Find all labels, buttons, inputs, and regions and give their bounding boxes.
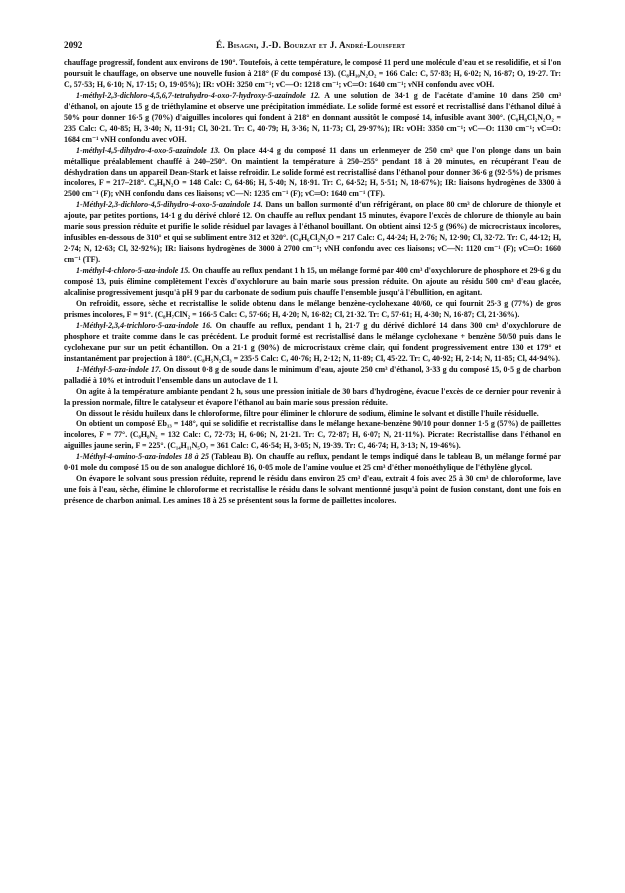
compound-heading: 1-Méthyl-2,3-dichloro-4,5-dihydro-4-oxo-5-azaindole 14. xyxy=(76,200,263,210)
paragraph: On évapore le solvant sous pression réduite, reprend le résidu dans environ 25 cm³ d'eau, extrait 4 fois avec 25 à 30 cm³ de chloroforme, lave une fois à l'eau, sèche, élimine le chloroforme et recristallise le résidu dans le solvant mentionné jusqu'à point de fusion constant, dont une fois en présence de charbon animal. Les amines 18 à 25 se présentent sous la forme de paillettes incolores. xyxy=(64,474,561,506)
paragraph: 1-méthyl-4,5-dihydro-4-oxo-5-azaindole 13. On place 44·4 g du composé 11 dans un erlenmeyer de 250 cm³ que l'on plonge dans un bain métallique préalablement chauffé à 240–250°. On maintient la température à 250–255° pendant 18 à 20 minutes, en récupérant l'eau de déshydration dans un appareil Dean-Stark et laisse refroidir. Le solide formé est recristallisé dans l'éthanol pour donner 36·6 g (92·5%) de prismes incolores, F = 217–218°. C₈H₈N₂O = 148 Calc: C, 64·86; H, 5·40; N, 18·91. Tr: C, 64·52; H, 5·51; N, 18·67%); IR: liaisons hydrogènes de 3300 à 2500 cm⁻¹ (F); νNH confondu dans ces liaisons; νC—N: 1235 cm⁻¹ (F); νC═O: 1640 cm⁻¹ (TF). xyxy=(64,145,561,199)
paragraph: On obtient un composé Eb₁₃ = 148°, qui se solidifie et recristallise dans le mélange hexane-benzène 90/10 pour donner 1·5 g (57%) de paillettes incolores, F = 77°. (C₈H₈N₂ = 132 Calc: C, 72·73; H, 6·06; N, 21·21. Tr: C, 72·87; H, 6·07; N, 21·11%). Picrate: Recristallise dans l'éthanol en aiguilles jaune serin, F = 225°. (C₁₄H₁₁N₅O₇ = 361 Calc: C, 46·54; H, 3·05; N, 19·39. Tr: C, 46·74; H, 3·13; N, 19·46%). xyxy=(64,419,561,451)
paragraph: On agite à la température ambiante pendant 2 h, sous une pression initiale de 30 bars d'hydrogène, évacue l'excès de ce dernier pour revenir à la pression normale, filtre le catalyseur et évapore l'éthanol au bain marie sous pression réduite. xyxy=(64,386,561,407)
compound-heading: 1-Méthyl-2,3,4-trichloro-5-aza-indole 16. xyxy=(76,320,213,330)
page-header xyxy=(64,40,561,50)
paragraph: 1-Méthyl-2,3,4-trichloro-5-aza-indole 16. On chauffe au reflux, pendant 1 h, 21·7 g du dérivé dichloré 14 dans 300 cm³ d'oxychlorure de phosphore et traite comme dans le cas précédent. Le produit formé est recristallisé dans le mélange cyclohexane + benzène 50/50 puis dans le cyclohexane pur sur un petit échantillon. On a 21·1 g (90%) de microcristaux crème clair, qui fondent progressivement entre 130 et 179° et instantanément par projection à 180°. (C₈H₅N₂Cl₃ = 235·5 Calc: C, 40·76; H, 2·12; N, 11·89; Cl, 45·22. Tr: C, 40·92; H, 2·14; N, 11·85; Cl, 44·94%). xyxy=(64,320,561,363)
running-title: É. Bisagni, J.-D. Bourzat et J. André-Louisfert xyxy=(216,40,406,50)
compound-heading: 1-méthyl-4,5-dihydro-4-oxo-5-azaindole 13. xyxy=(76,145,221,155)
compound-heading: 1-Méthyl-4-amino-5-aza-indoles 18 à 25 xyxy=(76,452,209,462)
paragraph: On dissout le résidu huileux dans le chloroforme, filtre pour éliminer le chlorure de sodium, élimine le solvant et distille l'huile résiduelle. xyxy=(76,408,539,418)
paragraph: 1-Méthyl-5-aza-indole 17. On dissout 0·8 g de soude dans le minimum d'eau, ajoute 250 cm³ d'éthanol, 3·33 g du composé 15, 0·5 g de charbon palladié à 10% et introduit l'ensemble dans un autoclave de 1 l. xyxy=(64,364,561,385)
compound-heading: 1-Méthyl-5-aza-indole 17. xyxy=(76,364,161,374)
compound-heading: 1-méthyl-2,3-dichloro-4,5,6,7-tetrahydro-4-oxo-7-hydroxy-5-azaindole 12. xyxy=(76,90,321,100)
page-number: 2092 xyxy=(64,40,83,50)
paragraph: 1-méthyl-2,3-dichloro-4,5,6,7-tetrahydro-4-oxo-7-hydroxy-5-azaindole 12. A une solution de 34·1 g de l'acétate d'amine 10 dans 250 cm³ d'éthanol, on ajoute 15 g de triéthylamine et observe une précipitation immédiate. Le solide formé est essoré et recristallisé dans l'éthanol dilué à 50% pour donner 16·5 g (70%) d'aiguilles incolores qui fondent à 218° en donnant aussitôt le composé 14, infusible avant 300°. (C₈H₈Cl₂N₂O₂ = 235 Calc: C, 40·85; H, 3·40; N, 11·91; Cl, 30·21. Tr: C, 40·79; H, 3·36; N, 11·73; Cl, 29·97%); IR: νOH: 3350 cm⁻¹; νC—O: 1130 cm⁻¹; νC═O: 1684 cm⁻¹ νNH confondu avec νOH. xyxy=(64,90,562,144)
paragraph: chauffage progressif, fondent aux environs de 190°. Toutefois, à cette température, le composé 11 perd une molécule d'eau et se resolidifie, et si l'on poursuit le chauffage, on observe une nouvelle fusion à 218° (F du composé 13). (C₈H₁₀N₂O₂ = 166 Calc: C, 57·83; H, 6·02; N, 16·87; O, 19·27. Tr: C, 57·53; H, 6·10; N, 17·15; O, 19·05%); IR: νOH: 3250 cm⁻¹; νC—O: 1218 cm⁻¹; νC═O: 1640 cm⁻¹; νNH confondu avec νOH. xyxy=(64,58,561,89)
paragraph: 1-méthyl-4-chloro-5-aza-indole 15. On chauffe au reflux pendant 1 h 15, un mélange formé par 400 cm³ d'oxychlorure de phosphore et 29·6 g du composé 13, puis élimine complètement l'excès d'oxychlorure au bain marie sous pression réduite. On ajoute au résidu 500 cm³ d'eau glacée, alcalinise progressivement jusqu'à pH 9 par du carbonate de sodium puis chauffe l'ensemble jusqu'à l'ébullition, en agitant. xyxy=(64,266,561,298)
document-page xyxy=(64,40,561,507)
paragraph: 1-Méthyl-2,3-dichloro-4,5-dihydro-4-oxo-5-azaindole 14. Dans un ballon surmonté d'un réfrigérant, on place 80 cm³ de chlorure de thionyle et ajoute, par petites portions, 14·1 g du dérivé chloré 12. On chauffe au reflux pendant 15 minutes, évapore l'excès de chlorure de thionyle au bain marie sous pression réduite et purifie le solide résiduel par lavages à l'éthanol bouillant. On obtient ainsi 12·5 g (96%) de microcristaux incolores, infusibles en-dessous de 310° et qui se subliment entre 312 et 320°. (C₈H₆Cl₂N₂O = 217 Calc: C, 44·24; H, 2·76; N, 12·90; Cl, 32·72. Tr: C, 44·12; H, 2·74; N, 12·63; Cl, 32·92%); IR: liaisons hydrogènes de 3000 à 2700 cm⁻¹; νNH confondu avec ces liaisons; νC—N: 1120 cm⁻¹ (F); νC═O: 1660 cm⁻¹ (TF). xyxy=(64,200,561,265)
paragraph: 1-Méthyl-4-amino-5-aza-indoles 18 à 25 (Tableau B). On chauffe au reflux, pendant le temps indiqué dans le tableau B, un mélange formé par 0·01 mole du composé 15 ou de son analogue dichloré 16, 0·05 mole de l'amine voulue et 25 cm³ d'éther monoéthylique de l'éthylène glycol. xyxy=(64,452,561,473)
compound-heading: 1-méthyl-4-chloro-5-aza-indole 15. xyxy=(76,266,191,276)
paragraph: On refroidit, essore, sèche et recristallise le solide obtenu dans le mélange benzène-cyclohexane 40/60, ce qui fournit 25·3 g (77%) de gros prismes incolores, F = 91°. (C₈H₇ClN₂ = 166·5 Calc: C, 57·66; H, 4·20; N, 16·82; Cl, 21·32. Tr: C, 57·61; H, 4·30; N, 16·87; Cl, 21·36%). xyxy=(64,298,561,319)
article-body xyxy=(64,58,561,507)
